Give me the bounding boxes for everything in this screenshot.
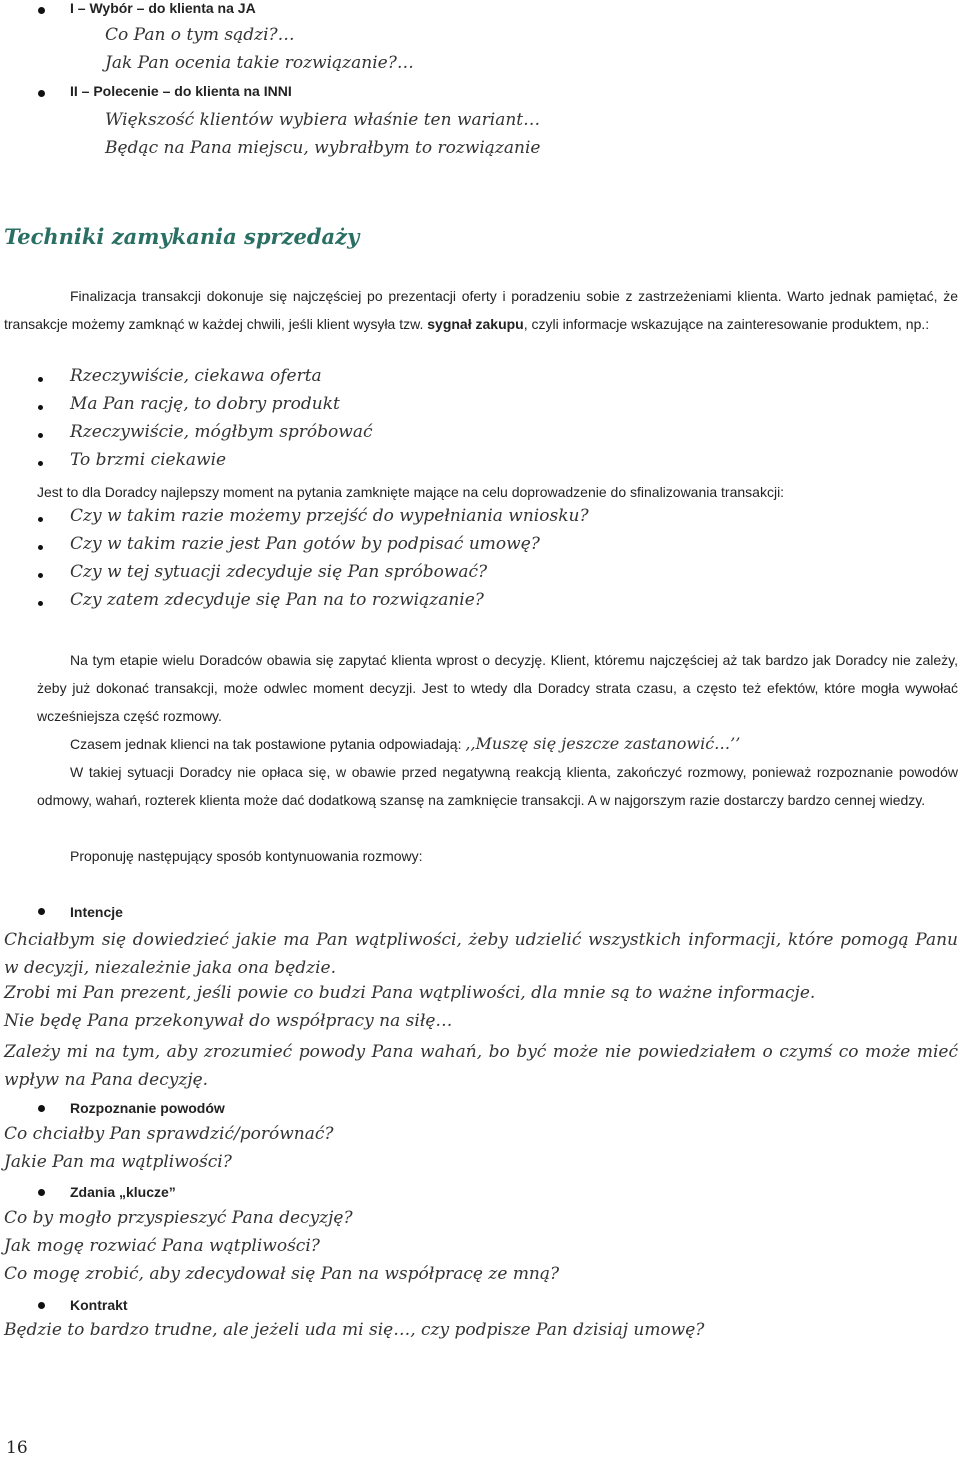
bullet-icon: [38, 908, 45, 915]
body-paragraph: [37, 730, 958, 758]
signal-item: Ma Pan rację, to dobry produkt: [70, 394, 340, 414]
page-number: 16: [6, 1438, 28, 1458]
list-item-title: I – Wybór – do klienta na JA: [70, 0, 256, 16]
technique-title: Kontrakt: [70, 1297, 128, 1313]
example-line: Jak Pan ocenia takie rozwiązanie?…: [105, 53, 414, 73]
bullet-icon: [38, 433, 43, 438]
bullet-icon: [38, 7, 45, 14]
body-paragraph: Proponuję następujący sposób kontynuowania rozmowy:: [70, 848, 423, 864]
client-quote: ,,Muszę się jeszcze zastanowić…’’: [465, 734, 741, 753]
body-paragraph: Na tym etapie wielu Doradców obawia się zapytać klienta wprost o decyzję. Klient, któremu najczęściej aż tak bardzo jak Doradcy nie zależy, żeby już dokonać transakcji, może odwlec moment decyzji. Jest to wtedy dla Doradcy strata czasu, a często też efektów, które mogła wywołać wcześniejsza część rozmowy.: [37, 652, 958, 724]
technique-line: Co by mogło przyspieszyć Pana decyzję?: [4, 1208, 353, 1228]
bullet-icon: [38, 601, 43, 606]
bullet-icon: [38, 1189, 45, 1196]
intro-bold-term: sygnał zakupu: [427, 316, 524, 332]
technique-title: Intencje: [70, 904, 123, 920]
bullet-icon: [38, 377, 43, 382]
closing-question: Czy w takim razie jest Pan gotów by podpisać umowę?: [70, 534, 540, 554]
technique-line: Zależy mi na tym, aby zrozumieć powody Pana wahań, bo być może nie powiedziałem o czymś co może mieć wpływ na Pana decyzję.: [4, 1042, 958, 1090]
technique-line: Chciałbym się dowiedzieć jakie ma Pan wątpliwości, żeby udzielić wszystkich informacji, które pomogą Panu w decyzji, niezależnie jaka ona będzie.: [4, 930, 958, 978]
technique-title: Rozpoznanie powodów: [70, 1100, 225, 1116]
bullet-icon: [38, 517, 43, 522]
example-line: Będąc na Pana miejscu, wybrałbym to rozwiązanie: [105, 138, 541, 158]
closing-question: Czy w takim razie możemy przejść do wypełniania wniosku?: [70, 506, 589, 526]
technique-line: Będzie to bardzo trudne, ale jeżeli uda mi się…, czy podpisze Pan dzisiaj umowę?: [4, 1320, 705, 1340]
technique-line: Jak mogę rozwiać Pana wątpliwości?: [4, 1236, 320, 1256]
section-heading: Techniki zamykania sprzedaży: [4, 224, 360, 249]
body-paragraph: W takiej sytuacji Doradcy nie opłaca się, w obawie przed negatywną reakcją klienta, zakończyć rozmowy, ponieważ rozpoznanie powodów odmowy, wahań, rozterek klienta może dać dodatkową szansę na zamknięcie transakcji. A w najgorszym razie dostarczy bardzo cennej wiedzy.: [37, 764, 958, 808]
intro-text: Finalizacja transakcji dokonuje się najczęściej po prezentacji oferty i poradzeniu sobie z zastrzeżeniami klienta. Warto jednak pamiętać, że transakcje możemy zamknąć w każdej chwili, jeśli klient wysyła tzw.: [4, 288, 958, 332]
list-item-title: II – Polecenie – do klienta na INNI: [70, 83, 292, 99]
example-line: Większość klientów wybiera właśnie ten wariant…: [105, 110, 541, 130]
closing-intro: Jest to dla Doradcy najlepszy moment na pytania zamknięte mające na celu doprowadzenie do sfinalizowania transakcji:: [37, 484, 785, 500]
technique-line: Co chciałby Pan sprawdzić/porównać?: [4, 1124, 334, 1144]
signal-item: Rzeczywiście, mógłbym spróbować: [70, 422, 373, 442]
bullet-icon: [38, 573, 43, 578]
intro-text: , czyli informacje wskazujące na zainteresowanie produktem, np.:: [523, 316, 930, 332]
technique-line: Jakie Pan ma wątpliwości?: [4, 1152, 232, 1172]
intro-paragraph: [4, 282, 958, 338]
closing-question: Czy w tej sytuacji zdecyduje się Pan spróbować?: [70, 562, 488, 582]
technique-line: Co mogę zrobić, aby zdecydował się Pan na współpracę ze mną?: [4, 1264, 560, 1284]
example-line: Co Pan o tym sądzi?…: [105, 25, 295, 45]
technique-title: Zdania „klucze”: [70, 1184, 176, 1200]
bullet-icon: [38, 405, 43, 410]
bullet-icon: [38, 461, 43, 466]
body-text: Czasem jednak klienci na tak postawione pytania odpowiadają:: [70, 736, 466, 752]
technique-line: Zrobi mi Pan prezent, jeśli powie co budzi Pana wątpliwości, dla mnie są to ważne informacje.: [4, 983, 816, 1003]
bullet-icon: [38, 1105, 45, 1112]
technique-line: Nie będę Pana przekonywał do współpracy na siłę…: [4, 1011, 453, 1031]
bullet-icon: [38, 1302, 45, 1309]
signal-item: To brzmi ciekawie: [70, 450, 227, 470]
signal-item: Rzeczywiście, ciekawa oferta: [70, 366, 322, 386]
closing-question: Czy zatem zdecyduje się Pan na to rozwiązanie?: [70, 590, 484, 610]
bullet-icon: [38, 90, 45, 97]
bullet-icon: [38, 545, 43, 550]
